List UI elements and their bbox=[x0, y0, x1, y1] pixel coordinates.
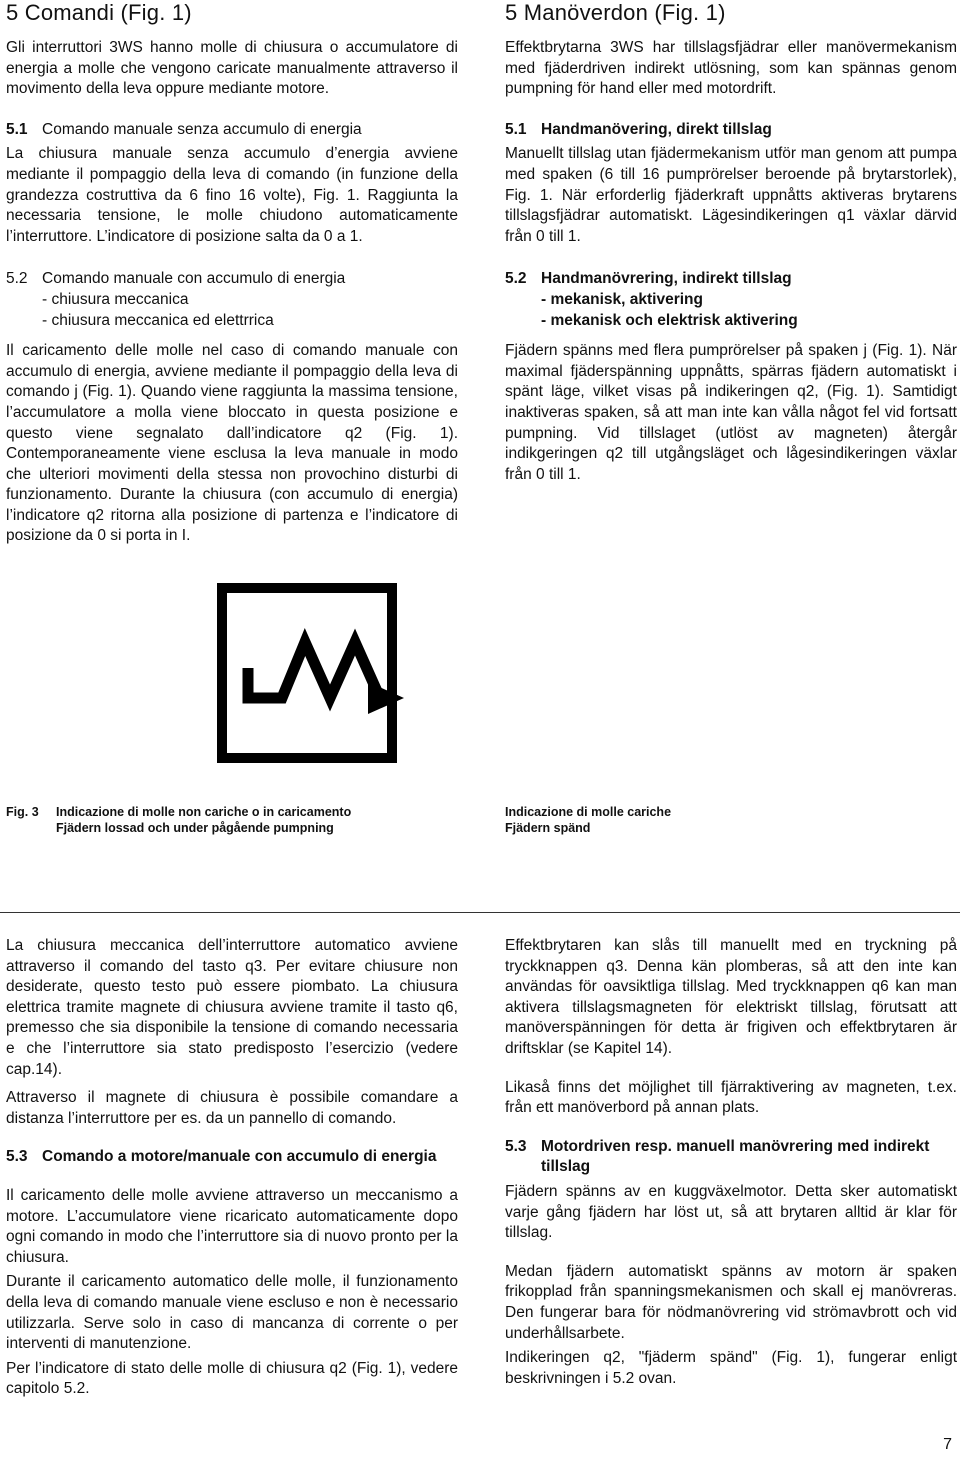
page-number: 7 bbox=[943, 1436, 952, 1453]
caption-right-it: Indicazione di molle cariche bbox=[505, 805, 672, 819]
heading-text: Comando manuale con accumulo di energia bbox=[42, 270, 346, 288]
para-5-it: Per l’indicatore di stato delle molle di chiusura q2 (Fig. 1), vedere capitolo 5.2. bbox=[6, 1359, 458, 1398]
heading-text: Handmanövering, direkt tillslag bbox=[541, 120, 772, 138]
heading-number: 5.1 bbox=[505, 120, 527, 138]
heading-5-2-it bbox=[6, 269, 458, 290]
subheading-2-it: - chiusura meccanica ed elettrrica bbox=[42, 311, 274, 329]
para-2-it: Attraverso il magnete di chiusura è possibile comandare a distanza l’interruttore per es. da un pannello di comando. bbox=[6, 1089, 458, 1127]
caption-right-sv: Fjädern spänd bbox=[505, 821, 591, 835]
heading-text: Comando manuale senza accumulo di energia bbox=[42, 120, 362, 138]
heading-5-2-sv bbox=[505, 269, 957, 290]
body-5-1-it: La chiusura manuale senza accumulo d’energia avviene mediante il pompaggio della leva di comando (in funzione della grandezza costruttiva da 6 fino 16 volte), Fig. 1. Raggiunta la necessaria tensione, le molle chiudono automaticamente l’interruttore. L’indicatore di posizione salta da 0 a 1. bbox=[6, 145, 458, 245]
heading-text: Handmanövrering, indirekt tillslag bbox=[541, 270, 792, 288]
right-bottom-column bbox=[505, 936, 957, 1389]
subheading-2-sv: - mekanisk och elektrisk aktivering bbox=[541, 311, 798, 329]
heading-text: Motordriven resp. manuell manövrering med indirekt tillslag bbox=[541, 1137, 930, 1176]
intro-sv: Effektbrytarna 3WS har tillslagsfjädrar eller manövermekanism med fjäderdriven indirekt utlösning, som kan spännas genom pumpning för hand eller med motordrift. bbox=[505, 39, 957, 98]
caption-left-it: Indicazione di molle non cariche o in caricamento bbox=[56, 805, 352, 819]
section-title-it: 5 Comandi (Fig. 1) bbox=[6, 0, 192, 25]
caption-left-sv: Fjädern lossad och under pågående pumpning bbox=[56, 821, 334, 835]
section-title-sv: 5 Manöverdon (Fig. 1) bbox=[505, 0, 726, 25]
figure-label: Fig. 3 bbox=[6, 805, 39, 819]
para-1-sv: Effektbrytaren kan slås till manuellt med en tryckning på tryckknappen q3. Denna kän plomberas, så att den inte kan användas för oavsiktliga tillslag. Med tryckknappen q6 kan man aktivera tillslagsmagneten för elektriskt tillslag, förutsatt att manöverspänningen för detta är frigiven och effektbrytaren är driftsklar (se Kapitel 14). bbox=[505, 937, 957, 1057]
heading-number: 5.1 bbox=[6, 120, 28, 138]
left-top-column bbox=[6, 0, 458, 547]
heading-5-1-sv bbox=[505, 120, 957, 141]
body-5-2-it: Il caricamento delle molle nel caso di comando manuale con accumulo di energia, avviene mediante il pompaggio della leva di comando j (Fig. 1). Quando viene raggiunta la massima tensione, l’accumulatore a molla viene bloccato in questa posizione e questo viene segnalato dall’indicatore q2 (Fig. 1). Contemporaneamente viene esclusa la leva manuale in modo che ulteriori movimenti della stessa non provochino disturbi di funzionamento. Durante la chiusura (con accumulo di energia) l’indicatore q2 ritorna alla posizione di partenza e l’indicatore di posizione da 0 si porta in I. bbox=[6, 342, 458, 545]
spring-indicator-uncharged-icon bbox=[0, 560, 960, 790]
subheading-1-sv: - mekanisk, aktivering bbox=[541, 290, 703, 308]
figure-3 bbox=[0, 560, 960, 790]
heading-number: 5.2 bbox=[505, 270, 527, 288]
para-4-it: Durante il caricamento automatico delle molle, il funzionamento della leva di comando manuale viene escluso e non è necessario utilizzarla. Serve solo in caso di mancanza di corrente o per interventi di manutenzione. bbox=[6, 1273, 458, 1353]
body-5-2-sv: Fjädern spänns med flera pumprörelser på spaken j (Fig. 1). När maximal fjäderspänning uppnåtts, spärras fjädern automatiskt i spänt läge, vilket visas på indikeringen q2, (Fig. 1). Samtidigt inaktiveras spaken, så att man inte kan vålla något fel vid fortsatt pumpning. Vid tillslaget (utlöst av magneten) återgår indikgeringen q2 till utgångsläget och lågesindikeringen växlar från 0 till 1. bbox=[505, 342, 957, 483]
heading-text: Comando a motore/manuale con accumulo di energia bbox=[42, 1148, 437, 1166]
para-5-sv: Indikeringen q2, "fjäderm spänd" (Fig. 1), fungerar enligt beskrivningen i 5.2 ovan. bbox=[505, 1349, 957, 1387]
horizontal-divider bbox=[0, 912, 960, 913]
left-bottom-column bbox=[6, 936, 458, 1400]
heading-5-3-it bbox=[6, 1147, 458, 1168]
para-1-it: La chiusura meccanica dell’interruttore automatico avviene attraverso il comando del tasto q3. Per evitare chiusure non desiderate, questo testo può essere piombato. La chiusura elettrica tramite magnete di chiusura avviene tramite il tasto q6, premesso che sia disponibile la tensione di comando necessaria e che l’interruttore sia stato predisposto l’esercizio (vedere cap.14). bbox=[6, 937, 458, 1078]
right-top-column bbox=[505, 0, 957, 485]
heading-5-3-sv bbox=[505, 1137, 957, 1178]
subheading-1-it: - chiusura meccanica bbox=[42, 290, 189, 308]
intro-it: Gli interruttori 3WS hanno molle di chiusura o accumulatore di energia a molle che vengono caricate manualmente attraverso il movimento della leva oppure mediante motore. bbox=[6, 39, 458, 98]
heading-number: 5.2 bbox=[6, 270, 28, 288]
para-3-sv: Fjädern spänns av en kuggväxelmotor. Detta sker automatiskt varje gång fjädern har löst ut, så att brytaren alltid är klar för tillslag. bbox=[505, 1182, 957, 1242]
body-5-1-sv: Manuellt tillslag utan fjädermekanism utför man genom att pumpa med spaken (6 till 16 pumprörelser beroende på brytarstorlek), Fig. 1. När erforderlig fjäderkraft uppnåtts aktiveras brytarens tillslagsfjädrar automatiskt. Lägesindikeringen q1 växlar därvid från 0 till 1. bbox=[505, 145, 957, 245]
para-4-sv: Medan fjädern automatiskt spänns av motorn är spaken frikopplad från spanningsmekanismen och skall ej manövreras. Den fungerar bara för nödmanövrering vid strömavbrott och vid underhållsarbete. bbox=[505, 1262, 957, 1342]
heading-number: 5.3 bbox=[6, 1148, 28, 1166]
heading-number: 5.3 bbox=[505, 1137, 527, 1155]
heading-5-1-it bbox=[6, 120, 458, 141]
para-3-it: Il caricamento delle molle avviene attraverso un meccanismo a motore. L’accumulatore viene ricaricato automaticamente dopo ogni comando in modo che l’interruttore sia di nuovo pronto per la chiusura. bbox=[6, 1186, 458, 1266]
para-2-sv: Likaså finns det möjlighet till fjärraktivering av magneten, t.ex. från ett manöverbord på annan plats. bbox=[505, 1078, 957, 1117]
